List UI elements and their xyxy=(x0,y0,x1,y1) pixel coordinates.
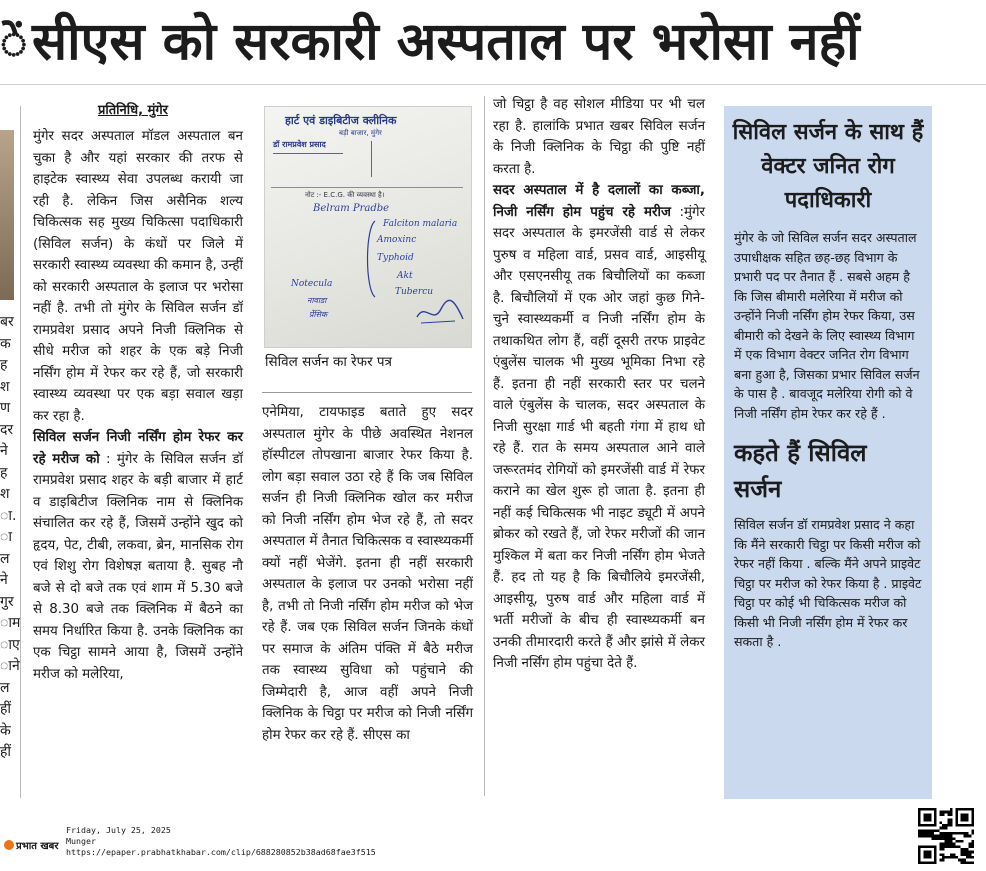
sidebar-heading-quote: कहते हैं सिविल सर्जन xyxy=(734,439,867,503)
qr-code-icon xyxy=(918,808,974,864)
logo-sun-icon xyxy=(4,840,14,850)
sidebar-text: मुंगेर के जो सिविल सर्जन सदर अस्पताल उपाधीक्षक सहित छह-छह विभाग के प्रभारी पद पर तैनात हैं . सबसे अहम है कि जिस बीमारी मलेरिया में मरीज को उन्होंने निजी नर्सिंग होम रेफर किया, उस बीमारी को देखने के लिए स्वास्थ्य विभाग में एक विभाग वेक्टर जनित रोग विभाग बना हुआ है, जिसका प्रभार सिविल सर्जन के पास है . बावजूद मलेरिया रोगी को वे निजी नर्सिंग होम रेफर कर रहे हैं . xyxy=(734,230,920,421)
handwriting: Belram Pradbe xyxy=(313,203,390,214)
clipped-text-fragment: श xyxy=(0,486,10,502)
clipped-text-fragment: ह xyxy=(0,357,8,373)
signature-scribble xyxy=(415,297,465,327)
handwriting: र्प्रेसिक xyxy=(309,310,328,319)
letterhead-doctor: डॉ रामप्रवेश प्रसाद xyxy=(273,140,326,149)
paragraph: एनेमिया, टायफाइड बताते हुए सदर अस्पताल मुंगेर के पीछे अवस्थित नेशनल हॉस्पीटल तोपखाना बाजार रेफर किया है. लोग बड़ा सवाल उठा रहे हैं कि जब सिविल सर्जन ही निजी क्लिनिक खोल कर मरीज को निजी नर्सिंग होम भेज रहे हैं, तो सदर अस्पताल में तैनात चिकित्सक व स्वास्थ्यकर्मी क्यों नहीं भेजेंगे. इतना ही नहीं सरकारी अस्पताल के इलाज पर उनको भरोसा नहीं है, तभी तो निजी नर्सिंग होम मरीज को भेज रहे हैं. जब एक सिविल सर्जन जिनके कंधों पर समाज के अंतिम पंक्ति में बैठे मरीज तक स्वास्थ्य सुविधा को पहुंचाने की जिम्मेदारी है, आज वहीं अपने निजी क्लिनिक के चिट्ठा पर मरीज को निजी नर्सिंग होम रेफर कर रहे हैं. सीएस का xyxy=(262,405,473,743)
logo-text: प्रभात खबर xyxy=(16,841,59,852)
clipped-text-fragment: ाने xyxy=(0,658,20,674)
clipped-text-fragment: ा. xyxy=(0,507,17,524)
clipped-text-fragment: दर xyxy=(0,421,14,438)
paragraph xyxy=(33,427,243,685)
paragraph-text: :मुंगेर सदर अस्पताल के इमरजेंसी वार्ड से लेकर पुरुष व महिला वार्ड, प्रसव वार्ड, आइसीयू और एसएनसीयू तक बिचौलियों का कब्जा है. बिचौलियों में एक ओर जहां कुछ गिने-चुने स्वास्थ्यकर्मी व निजी नर्सिंग होम के तथाकथित लोग हैं, वहीं दूसरी तरफ प्राइवेट एंबुलेंस चालक भी मुख्य भूमिका निभा रहे हैं. इतना ही नहीं सरकारी स्तर पर चलने वाले एंबुलेंस के चालक, सदर अस्पताल के निजी सुरक्षा गार्ड भी बहती गंगा में हाथ धो रहे हैं. रात के समय अस्पताल आने वाले जरूरतमंद रोगियों को इमरजेंसी वार्ड में रेफर कराने का खेल शुरू हो जाता है. इतना ही नहीं कई चिकित्सक भी नाइट ड्यूटी में अपने ब्रोकर को रखते हैं, जो रेफर मरीजों की जान मुश्किल में बता कर निजी नर्सिंग होम भेजते हैं. हद तो यह है कि बिचौलिये इमरजेंसी, आइसीयू, पुरुष वार्ड और महिला वार्ड में भर्ती मरीजों के बीच ही स्वास्थ्यकर्मी बन उनकी तीमारदारी करते हैं और झांसे में लेकर निजी नर्सिंग होम पहुंचा देते हैं. xyxy=(493,204,705,671)
clip-metadata xyxy=(66,825,376,858)
letterhead-details-block xyxy=(273,153,343,188)
clipped-text-fragment: श xyxy=(0,378,10,395)
caption-rule xyxy=(262,392,472,393)
letterhead-specialities-block xyxy=(371,141,458,177)
letterhead-address: बड़ी बाजार, मुंगेर xyxy=(339,129,382,137)
handwriting: Tubercu xyxy=(395,287,434,297)
edition-date: Friday, July 25, 2025 xyxy=(66,825,171,835)
clipped-text-fragment: हीं xyxy=(0,701,12,717)
clip-url: https://epaper.prabhatkhabar.com/clip/688280852b38ad68fae3f515 xyxy=(66,847,376,857)
article-column-3 xyxy=(493,94,705,675)
clipped-text-fragment: बर xyxy=(0,314,14,330)
sidebar-quote-text: सिविल सर्जन डॉ रामप्रवेश प्रसाद ने कहा कि मैंने सरकारी चिट्ठा पर किसी मरीज को रेफर नहीं किया . बल्कि मैंने अपने प्राइवेट चिट्ठा पर मरीज को रेफर किया है . प्राइवेट चिट्ठा पर कोई भी चिकित्सक मरीज को किसी भी निजी नर्सिंग होम में रेफर कर सकता है . xyxy=(734,517,922,649)
article-column-1 xyxy=(33,126,243,685)
paragraph: जो चिट्ठा है वह सोशल मीडिया पर भी चल रहा है. हालांकि प्रभात खबर सिविल सर्जन के निजी क्लिनिक के चिट्ठा की पुष्टि नहीं करता है. xyxy=(493,97,705,177)
clipped-text-fragment: ाए xyxy=(0,636,20,653)
clipped-text-fragment: ल xyxy=(0,679,10,696)
letterhead-title: हार्ट एवं डाइबिटीज क्लीनिक xyxy=(285,114,397,127)
handwriting: नावाडा xyxy=(307,296,327,305)
paragraph xyxy=(493,180,705,675)
handwriting: Amoxinc xyxy=(377,235,417,245)
subheading: सदर अस्पताल में है दलालों का कब्जा, निजी नर्सिंग होम पहुंच रहे मरीज xyxy=(493,183,705,220)
bracket-mark xyxy=(361,219,377,299)
clipped-text-fragment: क xyxy=(0,335,11,352)
clipped-text-fragment: के xyxy=(0,722,11,739)
letterhead-note: नोट :- E.C.G. की व्यवस्था है। xyxy=(305,191,385,199)
column-divider xyxy=(20,106,21,798)
photo-caption: सिविल सर्जन का रेफर पत्र xyxy=(265,354,393,370)
clipped-photo-edge xyxy=(0,130,14,300)
byline: प्रतिनिधि, मुंगेर xyxy=(98,103,168,118)
subheading: सिविल सर्जन निजी नर्सिंग होम रेफर कर रहे मरीज को xyxy=(33,430,243,467)
clipped-text-fragment: गुर xyxy=(0,593,14,610)
clipped-text-fragment: ण xyxy=(0,400,11,416)
handwriting: Falciton malaria xyxy=(383,219,458,229)
headline: सीएस को सरकारी अस्पताल पर भरोसा नहीं xyxy=(32,12,860,72)
clipped-text-fragment: ल xyxy=(0,550,10,567)
clipped-text-fragment: ने xyxy=(0,443,8,459)
clipped-text-fragment: ह xyxy=(0,464,8,481)
sidebar-box xyxy=(724,106,932,799)
clipped-text-fragment: ा xyxy=(0,529,12,545)
clipped-text-fragment: ने xyxy=(0,572,8,588)
referral-letter-photo xyxy=(264,106,472,348)
edition-city: Munger xyxy=(66,836,96,846)
letterhead-rule xyxy=(271,187,463,188)
column-divider xyxy=(484,96,485,796)
clipped-text-fragment: ाम xyxy=(0,615,21,631)
sidebar-heading: सिविल सर्जन के साथ हैं वेक्टर जनित रोग पदाधिकारी xyxy=(732,120,924,213)
clipped-column-edge xyxy=(0,312,21,764)
paragraph: मुंगेर सदर अस्पताल मॉडल अस्पताल बन चुका है और यहां सरकार की तरफ से हाइटेक स्वास्थ्य सेवा उपलब्ध करायी जा रही है. लेकिन जिस असैनिक शल्य चिकित्सक सह मुख्य चिकित्सा पदाधिकारी (सिविल सर्जन) के कंधों पर जिले में सरकारी स्वास्थ्य व्यवस्था की कमान है, उन्हीं को सरकारी अस्पताल के इलाज पर भरोसा नहीं है. तभी तो मुंगेर के सिविल सर्जन डॉ रामप्रवेश प्रसाद अपने निजी क्लिनिक से सीधे मरीज को शहर के एक बड़े निजी नर्सिंग होम में रेफर कर रहे हैं, जो सरकारी स्वास्थ्य व्यवस्था पर एक बड़ा सवाल खड़ा कर रहा है. xyxy=(33,129,243,424)
paragraph-text: : मुंगेर के सिविल सर्जन डॉ रामप्रवेश प्रसाद शहर के बड़ी बाजार में हार्ट व डाइबिटीज क्लिनिक नाम से क्लिनिक संचालित कर रहे हैं, जिसमें उन्होंने खुद को हृदय, पेट, टीबी, लकवा, ब्रेन, मानसिक रोग एवं शिशु रोग विशेषज्ञ बताया है. सुबह नौ बजे से दो बजे तक एवं शाम में 5.30 बजे से 8.30 बजे तक क्लिनिक में बैठने का समय निर्धारित किया है. उनके क्लिनिक का एक चिट्ठा सामने आया है, जिसमें उन्होंने मरीज को मलेरिया, xyxy=(33,451,243,682)
handwriting: Typhoid xyxy=(377,253,414,263)
publication-logo xyxy=(4,838,58,852)
clipped-text-fragment: हीं xyxy=(0,744,12,760)
article-column-2 xyxy=(262,402,473,746)
handwriting: Akt xyxy=(397,271,413,281)
headline-fragment: ें xyxy=(0,15,28,69)
headline-rule xyxy=(0,84,986,85)
handwriting: Notecula xyxy=(291,279,333,289)
